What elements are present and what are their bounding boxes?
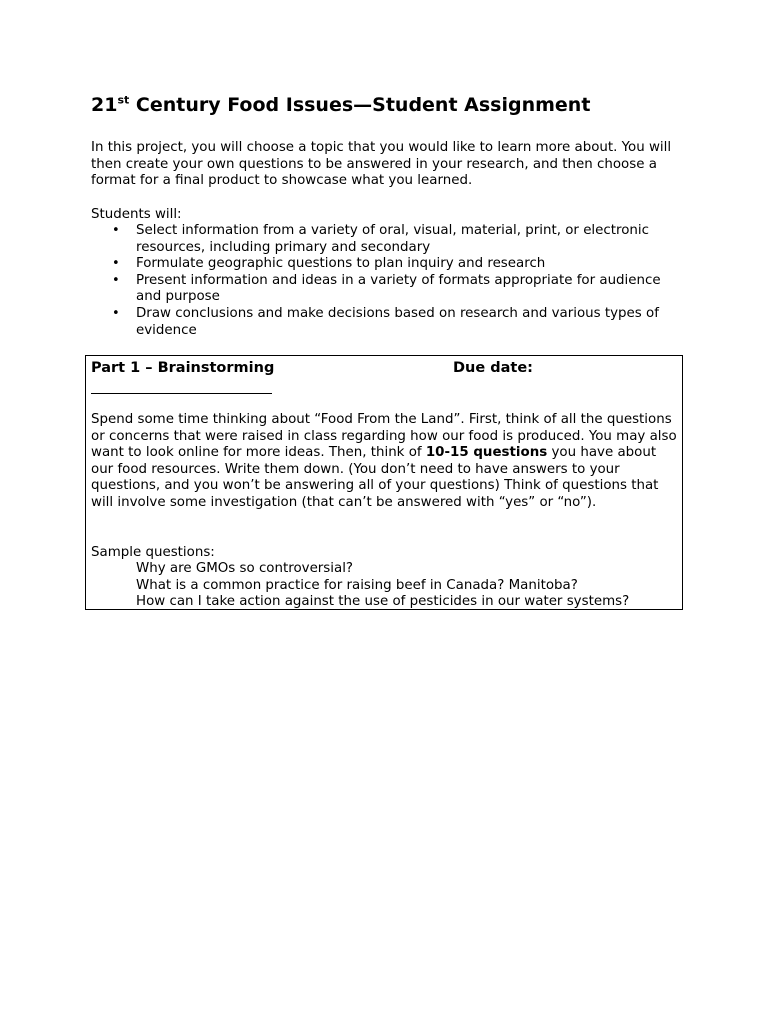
bullet-icon: • <box>112 305 120 321</box>
outcome-item <box>91 306 687 339</box>
sample-question: What is a common practice for raising beef in Canada? Manitoba? <box>136 577 578 593</box>
title-number: 21 <box>91 94 118 116</box>
intro-paragraph: In this project, you will choose a topic that you would like to learn more about. You will then create your own questions to be answered in your research, and then choose a format for a final product to showcase what you learned. <box>91 140 672 189</box>
page-title <box>91 92 687 118</box>
outcome-text: Select information from a variety of oral, visual, material, print, or electronic resources, including primary and secondary <box>136 223 649 255</box>
part-1-box <box>85 355 683 610</box>
outcome-item <box>91 273 687 306</box>
outcome-item <box>91 256 687 273</box>
bullet-icon: • <box>112 256 120 272</box>
outcome-text: Draw conclusions and make decisions based on research and various types of evidence <box>136 305 659 338</box>
assignment-page <box>91 92 687 610</box>
outcome-item <box>91 223 687 256</box>
outcomes-list <box>91 223 687 339</box>
outcome-text: Present information and ideas in a variety of formats appropriate for audience and purpose <box>136 272 661 305</box>
sample-question: How can I take action against the use of pesticides in our water systems? <box>136 594 630 610</box>
students-will-label: Students will: <box>91 207 182 222</box>
sample-questions-list <box>136 561 629 611</box>
instructions-text-continued: you have about our food resources. Write them down. (You don’t need to have answers to your questions, and you won’t be answering all of your questions) Think of questions that will involve some investigation (that can’t be answered with “yes” or “no”). <box>91 445 659 510</box>
title-superscript: st <box>117 93 130 107</box>
due-date-label: Due date: <box>453 360 533 376</box>
title-text: Century Food Issues—Student Assignment <box>129 94 591 116</box>
instructions-text: Spend some time thinking about “Food From the Land”. First, think of all the questions or concerns that were raised in class regarding how our food is produced. You may also want to look online for more ideas. Then, think of <box>91 412 677 461</box>
sample-questions-label: Sample questions: <box>91 545 215 560</box>
due-date-blank-line <box>91 393 272 394</box>
question-count-emphasis: 10-15 questions <box>425 445 548 461</box>
bullet-icon: • <box>112 223 120 238</box>
sample-question: Why are GMOs so controversial? <box>136 561 354 576</box>
brainstorm-instructions <box>91 412 679 512</box>
part-1-heading: Part 1 – Brainstorming <box>91 360 275 376</box>
bullet-icon: • <box>112 272 120 288</box>
outcome-text: Formulate geographic questions to plan inquiry and research <box>136 256 546 272</box>
